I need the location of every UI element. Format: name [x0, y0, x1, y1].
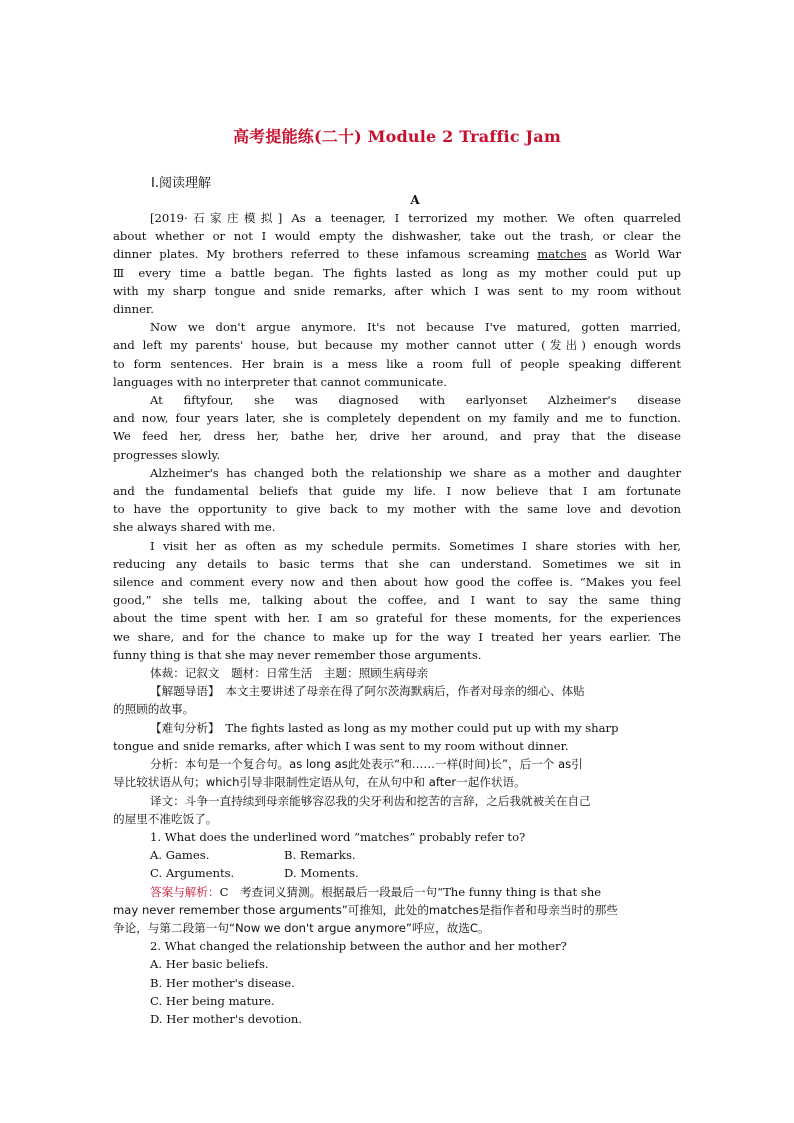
difficult-text: The fights lasted as long as my mother could put up with my sharp [213, 720, 619, 735]
analysis-line: 分析：本句是一个复合句。as long as此处表示“和……一样(时间)长”，后一个 as引 [150, 757, 583, 772]
passage-line: Ⅲ every time a battle began. The fights lasted as long as my mother could put up [113, 265, 681, 280]
passage-line: I visit her as often as my schedule permits. Sometimes I share stories with her, [150, 538, 681, 553]
option-d: D. Her mother's devotion. [150, 1011, 303, 1026]
answer-label: 答案与解析： [150, 884, 220, 899]
passage-line: good,” she tells me, talking about the coffee, and I want to say the same thing [113, 593, 681, 608]
passage-line: We feed her, dress her, bathe her, drive her around, and pray that the disease [113, 429, 681, 444]
guide-line [113, 682, 740, 700]
answer-line: 争论，与第二段第一句“Now we don't argue anymore”呼应，故选C。 [113, 920, 490, 935]
passage-line: progresses slowly. [113, 447, 221, 462]
translation-line: 译文：斗争一直持续到母亲能够容忍我的尖牙利齿和挖苦的言辞，之后我就被关在自己 [150, 793, 591, 808]
option-a: A. Games. [150, 848, 210, 863]
question-stem: 2. What changed the relationship between the author and her mother? [150, 939, 567, 954]
option-row [113, 864, 681, 882]
passage-line: Alzheimer's has changed both the relationship we share as a mother and daughter [150, 465, 681, 480]
guide-line: 的照顾的故事。 [113, 702, 195, 717]
passage-line: to have the opportunity to give back to my mother with the same love and devotion [113, 502, 681, 517]
section-heading: Ⅰ.阅读理解 [151, 176, 211, 191]
passage-line: and left my parents' house, but because my mother cannot utter (发出) enough words [113, 338, 681, 353]
passage-line: [2019·石家庄模拟] As a teenager, I terrorized my mother. We often quarreled [150, 211, 681, 225]
passage-line: we share, and for the chance to make up for the way I treated her years earlier. The [113, 629, 681, 644]
passage-line [113, 245, 681, 263]
passage-label: A [410, 193, 420, 207]
passage-line: reducing any details to basic terms that she can understand. Sometimes we sit in [113, 556, 681, 571]
passage-line: with my sharp tongue and snide remarks, after which I was sent to my room without [113, 283, 681, 298]
passage-line: dinner. [113, 302, 154, 317]
passage-line: At fiftyfour, she was diagnosed with earlyonset Alzheimer's disease [150, 393, 681, 408]
passage-line: she always shared with me. [113, 520, 276, 535]
passage-line: to form sentences. Her brain is a mess like a room full of people speaking different [113, 356, 681, 371]
translation-line: 的屋里不准吃饭了。 [113, 811, 218, 826]
passage-line: about the time spent with her. I am so grateful for these moments, for the experiences [113, 611, 681, 626]
option-c: C. Arguments. [150, 866, 235, 881]
underlined-word: matches [537, 247, 587, 262]
difficult-label: 【难句分析】 [150, 720, 214, 735]
analysis-line: 导比较状语从句；which引导非限制性定语从句，在从句中和 after一起作状语。 [113, 775, 526, 790]
guide-text: 本文主要讲述了母亲在得了阿尔茨海默病后，作者对母亲的细心、体贴 [213, 684, 585, 699]
passage-line: Now we don't argue anymore. It's not because I've matured, gotten married, [150, 320, 681, 335]
option-d: D. Moments. [284, 866, 359, 881]
passage-line: funny thing is that she may never remember those arguments. [113, 647, 482, 662]
option-c: C. Her being mature. [150, 993, 275, 1008]
passage-text: as World War [586, 247, 681, 262]
passage-body [113, 209, 681, 1028]
passage-line: languages with no interpreter that cannot communicate. [113, 374, 447, 389]
passage-line: about whether or not I would empty the dishwasher, take out the trash, or clear the [113, 229, 681, 244]
genre-line: 体裁：记叙文 题材：日常生活 主题：照顾生病母亲 [150, 666, 429, 681]
difficult-line: tongue and snide remarks, after which I was sent to my room without dinner. [113, 738, 569, 753]
option-b: B. Her mother's disease. [150, 975, 295, 990]
answer-text: C 考查词义猜测。根据最后一段最后一句“The funny thing is that she [219, 884, 602, 899]
guide-label: 【解题导语】 [150, 684, 214, 699]
difficult-line [113, 719, 740, 737]
passage-line: and now, four years later, she is completely dependent on my family and me to function. [113, 411, 681, 426]
option-b: B. Remarks. [284, 848, 356, 863]
page-title: 高考提能练(二十) Module 2 Traffic Jam [232, 127, 561, 146]
passage-line: and the fundamental beliefs that guide my life. I now believe that I am fortunate [113, 484, 681, 499]
option-a: A. Her basic beliefs. [150, 957, 269, 972]
passage-line: silence and comment every now and then about how good the coffee is. “Makes you feel [113, 575, 681, 590]
question-stem: 1. What does the underlined word “matches” probably refer to? [150, 829, 526, 844]
passage-text: dinner plates. My brothers referred to these infamous screaming [113, 247, 538, 262]
answer-line [113, 883, 740, 901]
answer-line: may never remember those arguments”可推知，此处的matches是指作者和母亲当时的那些 [113, 902, 618, 917]
option-row [113, 846, 681, 864]
